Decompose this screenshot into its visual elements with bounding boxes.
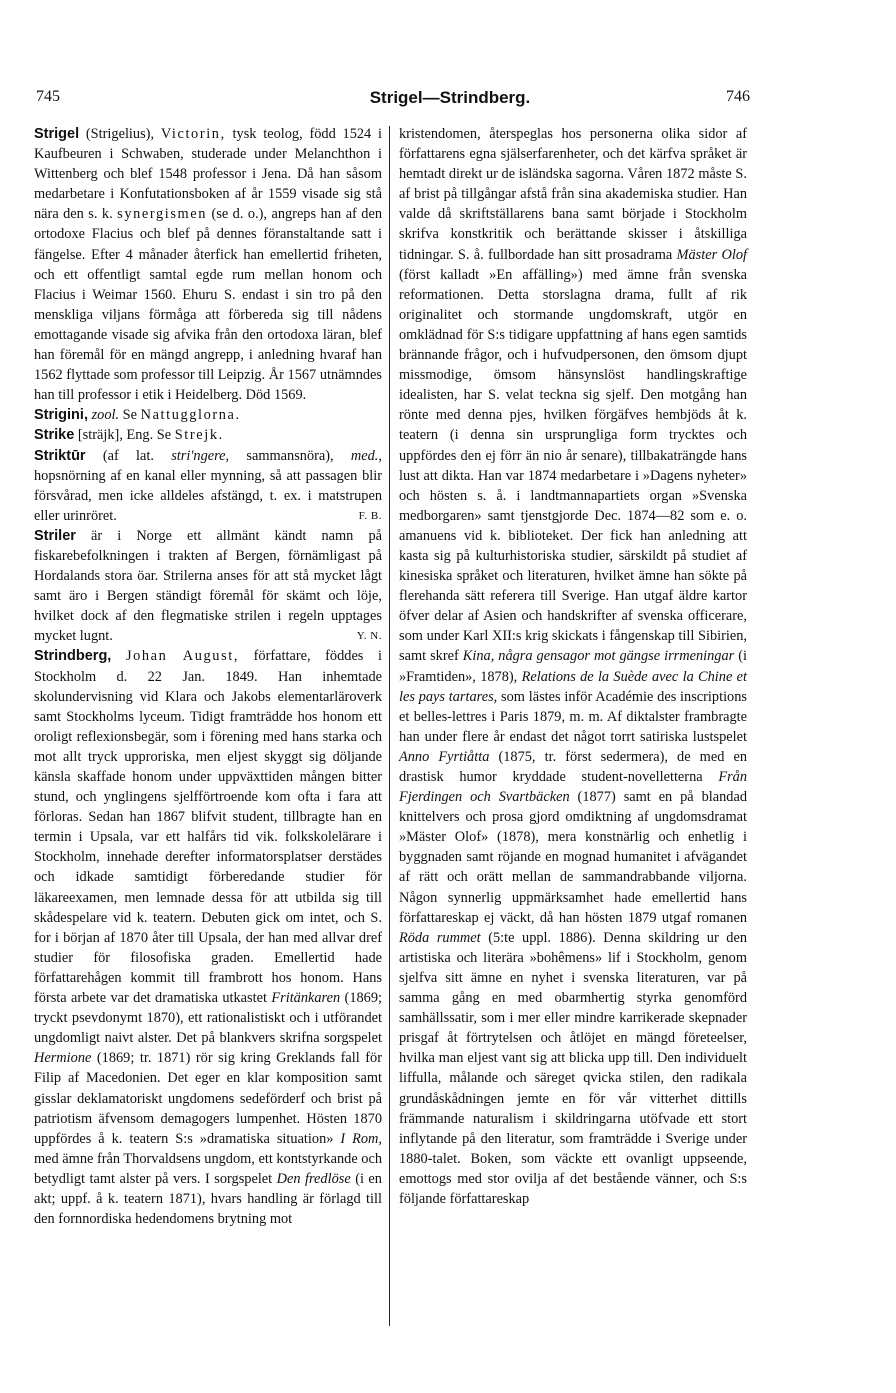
- work-title: Hermione: [34, 1050, 92, 1067]
- entry-strigel: [34, 124, 382, 405]
- work-title: Relations de la Suède avec la Chine et les pays tartares,: [399, 668, 747, 705]
- entry-term: Striktūr: [34, 447, 86, 464]
- page-number-left: 745: [36, 88, 60, 105]
- entry-term: Strindberg,: [34, 648, 112, 665]
- page-number-right: 746: [726, 88, 750, 105]
- entry-text: (se d. o.), angreps han af den ortodoxe Flacius och blef på dennes föranstaltande satt i fängelse. Efter 4 månader återfick han emellertid friheten, och ett offentligt samtal egde rum mellan honom och Flacius i Weimar 1560. Ehuru S. endast i sin tro på den menskliga viljans förmåga att förbereda sig till nådens emottagande visade sig afvika från den ortodoxa läran, blef han föremål för en mängd angrepp, i anledning hvaraf han 1562 flyttade som professor till Leipzig. År 1567 utnämndes han till professor i etik i Heidelberg. Död 1569.: [34, 206, 382, 404]
- entry-strindberg: [34, 646, 382, 1229]
- entry-firstname: Victorin,: [160, 126, 226, 142]
- entry-text: författare, föddes i Stockholm d. 22 Jan. 1849. Han inhemtade skolundervisning vid Klara och Jakobs elementarläroverk samt Stockholms lyceum. Tidigt framträdde hos honom ett oroligt reflexionsbegär, som i förening med hans starka och mot allt tryck upproriska, men eljest skyggt sig döljande känsla skaffade honom under uppväxttiden mången bitter stund, och ynglingens sjelfförtroende kom ofta i fara att förloras. Sedan han 1867 blifvit student, tillbragte han en termin i Upsala, var ett halfårs tid vik. folkskolelärare i Stockholm, innehade derefter informatorsplatser derstädes och idkade samtidigt förberedande studier för läkareexamen, men lemnade dessa för att utbilda sig till skådespelare vid k. teatern. Debuten gick om intet, och S. for i början af 1870 åter till Upsala, der han med allvar dref studier för filosofiska graden. Emellertid hade författarehågen kommit till frambrott hos honom. Hans första arbete var det dramatiska utkastet: [34, 648, 382, 1007]
- entry-text: (1875, tr. först sedermera), de med en drastisk humor kryddade student-novelletterna: [399, 748, 747, 785]
- entry-text: (5:te uppl. 1886). Denna skildring ur den artistiska och literära »bohêmens» lif i Stockholm, genom sjelfva sitt ämne en nyhet i svenska literaturen, var på samma gång en med obarmhertig styrka genomförd samhällssatir, som i mer eller mindre karrikerade skepnader prisgaf åt förtrytelsen och åtlöjet en mängd företeelser, hvilka man eljest vant sig att blicka upp till. Den individuelt liffulla, målande och säreget qvicka stilen, den radikala grundåskådningen jemte en för vår vitterhet dittills främmande naturalism i skildringarna utöfvade ett stort inflytande på den literatur, som framträdde i Sverige under 1880-talet. Boken, som väckte ett ovanligt uppseende, emottogs med stor ovilja af det bestående vänner, och S:s följande författareskap: [399, 929, 747, 1207]
- entry-signature: F. B.: [358, 509, 382, 522]
- entry-text: som lästes inför Académie des inscriptions et belles-lettres i Paris 1879, m. m. Af diktalster frambragte han under flere år endast det något torrt satiriska lustspelet: [399, 688, 747, 745]
- left-column: [34, 124, 382, 1229]
- entry-text: (1869; tr. 1871) rör sig kring Greklands fall för Filip af Macedonien. Det eger en klar komposition samt gisslar deklamatoriskt ungdomens sedeförderf och brist på patriotism äfvensom demagogers lumpenhet. Hösten 1870 uppfördes å k. teatern S:s »dramatiska situation»: [34, 1050, 382, 1147]
- entry-text: med ämne från Thorvaldsens ungdom, ett kontstyrkande och betydligt tamt alster på vers. I sorgspelet: [34, 1150, 382, 1187]
- entry-text: tysk teolog, född 1524 i Kaufbeuren i Schwaben, studerade under Melanchthon i Wittenberg och blef 1548 professor i Jena. Då han såsom medarbetare i Konfutationsboken af år 1559 visade sig stå nära den s. k.: [34, 126, 382, 223]
- entry-see: Se: [156, 427, 172, 444]
- entry-latin: (Strigelius),: [85, 126, 155, 142]
- work-title: I Rom,: [340, 1130, 382, 1147]
- entry-signature: Y. N.: [356, 630, 382, 643]
- work-title: Kina, några gensagor mot gängse irrmeningar: [462, 648, 735, 665]
- work-title: Röda rummet: [399, 929, 481, 946]
- entry-text: (1869; tryckt psevdonymt 1870), ett rationalistiskt och i utförandet ungdomligt naivt alster. Det på blankvers skrifna sorgspelet: [34, 990, 382, 1047]
- entry-text: sammansnöra),: [246, 447, 334, 464]
- entry-strigini: [34, 405, 382, 425]
- right-column: [399, 124, 747, 1209]
- entry-strindberg-cont: [399, 124, 747, 1209]
- entry-crossref: synergismen: [117, 206, 208, 223]
- entry-crossref: Strejk.: [174, 427, 224, 444]
- entry-text: (först kalladt »En affälling») med ämne från svenska reformationen. Detta storslagna drama, fullt af rik originalitet och stormande ungdomskraft, utgör en omklädnad för S:s tidigare uppfattning af hans egen samtids brännande frågor, och i hufvudpersonen, den ömsom djupt missmodige, ömsom hänsynslöst handlingskraftige idealisten, har S. velat teckna sig sjelf. Den motgång han rönte med denna pjes, hvilken förgäfves hembjöds åt k. teatern (i denna sin ursprungliga form trycktes och uppfördes den ej förr än nio år senare), tillbakaträngde hans lust att dikta. Han var 1874 medarbetare i »Dagens nyheter» och hösten s. å. i landtmannapartiets organ »Svenska medborgaren» samt tjenstgjorde Dec. 1874—82 som e. o. amanuens vid k. biblioteket. Der fick han anledning att kasta sig på kulturhistoriska studier, särskildt på studiet af kinesiska språket och literaturen, hvilket ämne han sökte på flerehanda sätt referera till Sverige. Han utgaf äldre kartor öfver delar af Asien och handskrifter af svenska officerare, som under Karl XII:s krig skickats i fångenskap till Sibirien, samt skref: [399, 266, 747, 665]
- work-title: Från Fjerdingen och Svartbäcken: [399, 769, 747, 806]
- work-title: Anno Fyrtiåtta: [399, 748, 490, 765]
- entry-text: kristendomen, återspeglas hos personerna olika sidor af författarens egna själserfarenheter, och det kärfva språket är hemtadt direkt ur de isländska sagorna. Våren 1872 måste S. af brist på tillgångar afstå från sina akademiska studier. Han valde då skriftställarens bana samt började i Stockholm skrifva konstkritik och berättande skisser i åtskilliga tidningar. S. å. fullbordade han sitt prosadrama: [399, 126, 747, 263]
- entry-strike: [34, 425, 382, 445]
- entry-striler: [34, 526, 382, 647]
- entry-text: hopsnörning af en kanal eller mynning, så att passagen blir försvårad, men icke alldeles afstängd, t. ex. i matstrupen eller urinröret.: [34, 467, 382, 524]
- entry-field: med.,: [350, 447, 382, 464]
- entry-term: Strigel: [34, 126, 80, 142]
- entry-crossref: Nattugglorna.: [140, 407, 241, 424]
- work-title: Fritänkaren: [271, 990, 341, 1007]
- column-divider: [389, 126, 390, 1326]
- entry-text: (i »Framtiden», 1878),: [399, 648, 748, 685]
- entry-see: Se: [122, 407, 138, 424]
- entry-name: Johan August,: [125, 648, 240, 665]
- work-title: Mäster Olof: [676, 246, 747, 263]
- page-title: Strigel—Strindberg.: [369, 88, 531, 107]
- entry-term: Striler: [34, 527, 76, 544]
- entry-text: (1877) samt en på blandad knittelvers och prosa gjord omdiktning af ungdomsdramat »Mäster Olof» (1878), mera konstnärlig och enhetlig i byggnaden samt röjande en mognad humanitet i afvägandet af rätt och orätt mellan de sammandrabbande viljorna. Någon synnerlig uppmärksamhet hade emellertid hans författareskap ej väckt, då han hösten 1879 utgaf romanen: [399, 789, 747, 926]
- entry-term: Strigini,: [34, 407, 88, 424]
- entry-latin: stri'ngere,: [171, 447, 230, 464]
- entry-text: (af lat.: [102, 447, 154, 464]
- entry-striktur: [34, 446, 382, 526]
- entry-pron: [sträjk], Eng.: [77, 427, 154, 444]
- entry-field: zool.: [91, 407, 120, 424]
- entry-text: är i Norge ett allmänt kändt namn på fiskarebefolkningen i trakten af Bergen, förnämligast på Hordalands stora öar. Strilerna anses för att stå mycket lågt samt äro i Bergen ständigt föremål för skämt och löje, hvilket dock af den flegmatiske strilen i regeln upptages mycket lugnt.: [34, 527, 382, 645]
- work-title: Den fredlöse: [276, 1170, 351, 1187]
- entry-text: (i en akt; uppf. å k. teatern 1871), hvars handling är förlagd till den fornnordiska hedendomens brytning mot: [34, 1170, 382, 1228]
- entry-term: Strike: [34, 427, 75, 444]
